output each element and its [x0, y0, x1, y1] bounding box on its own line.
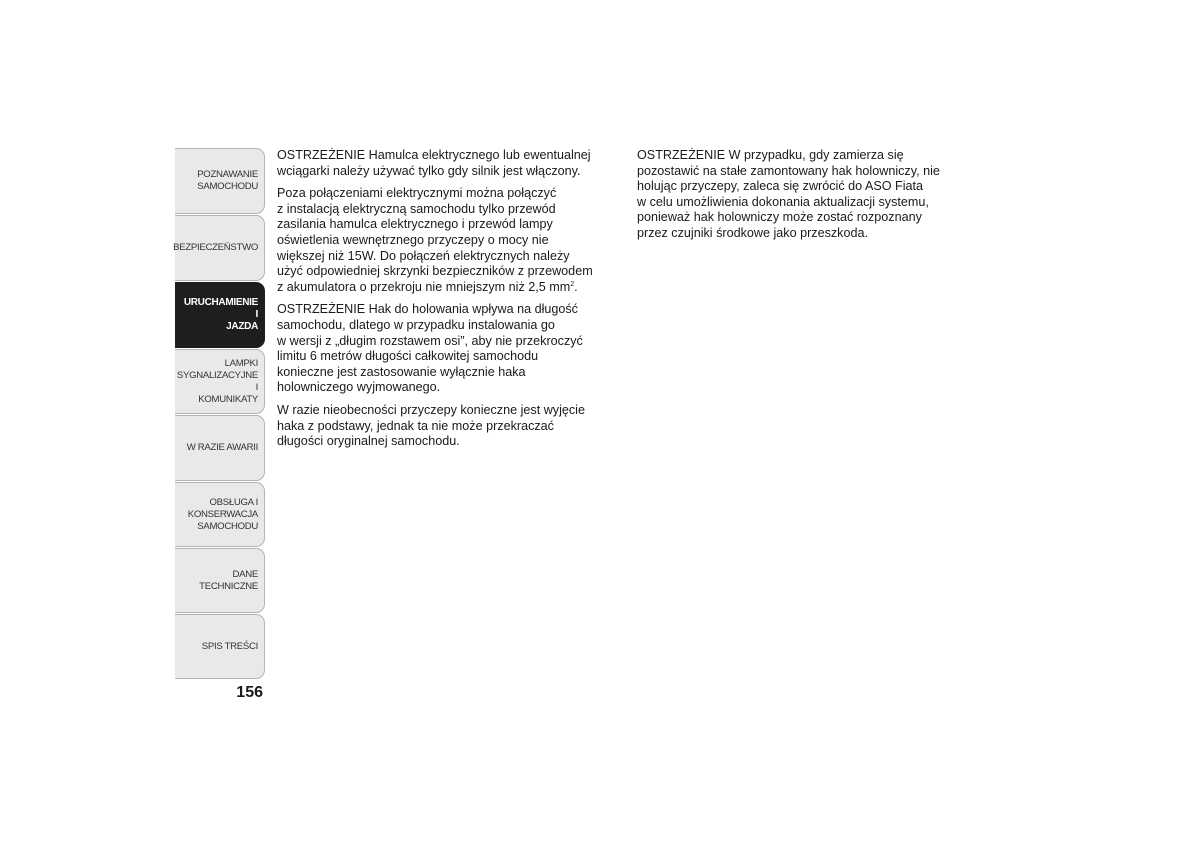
electrical-connections-text: Poza połączeniami elektrycznymi można połączyć z instalacją elektryczną samochodu tylko przewód zasilania hamulca elektrycznego i przewód lampy oświetlenia wewnętrznego przyczepy o mocy nie większej niż 15W. Do połączeń elektrycznych należy użyć odpowiedniej skrzynki bezpieczników z przewodem z akumulatora o przekroju nie mniejszym niż 2,5 mm	[277, 186, 593, 294]
tab-uruchamienie-i-jazda[interactable]: URUCHAMIENIE I JAZDA	[175, 282, 265, 348]
superscript: 2	[570, 280, 575, 288]
tab-dane-techniczne[interactable]: DANE TECHNICZNE	[175, 548, 265, 613]
warning-brake-winch: OSTRZEŻENIE Hamulca elektrycznego lub ewentualnej wciągarki należy używać tylko gdy silnik jest włączony.	[277, 148, 591, 178]
tab-bezpieczenstwo[interactable]: BEZPIECZEŃSTWO	[175, 215, 265, 281]
tab-lampki-sygnalizacyjne[interactable]: LAMPKI SYGNALIZACYJNE I KOMUNIKATY	[175, 349, 265, 414]
warning-permanent-tow-hook: OSTRZEŻENIE W przypadku, gdy zamierza się pozostawić na stałe zamontowany hak holowniczy, nie holując przyczepy, zaleca się zwrócić do ASO Fiata w celu umożliwienia dokonania aktualizacji systemu, ponieważ hak holowniczy może zostać rozpoznany przez czujniki środkowe jako przeszkoda.	[637, 148, 940, 240]
warning-tow-hook-length: OSTRZEŻENIE Hak do holowania wpływa na długość samochodu, dlatego w przypadku instalowania go w wersji z „długim rozstawem osi”, aby nie przekroczyć limitu 6 metrów długości całkowitej samochodu konieczne jest zastosowanie wyłącznie haka holowniczego wyjmowanego.	[277, 302, 583, 395]
paragraph-end: .	[574, 279, 578, 294]
electrical-connections-paragraph	[277, 186, 622, 295]
left-text-column	[277, 148, 622, 457]
tab-obsluga-i-konserwacja[interactable]: OBSŁUGA I KONSERWACJA SAMOCHODU	[175, 482, 265, 547]
section-tabs	[175, 148, 265, 680]
page-number: 156	[236, 684, 263, 701]
tab-poznawanie-samochodu[interactable]: POZNAWANIE SAMOCHODU	[175, 148, 265, 214]
tab-w-razie-awarii[interactable]: W RAZIE AWARII	[175, 415, 265, 481]
right-text-column	[637, 148, 967, 249]
tab-spis-tresci[interactable]: SPIS TREŚCI	[175, 614, 265, 679]
tow-hook-removal-paragraph: W razie nieobecności przyczepy konieczne jest wyjęcie haka z podstawy, jednak ta nie może przekraczać długości oryginalnej samochodu.	[277, 402, 585, 449]
